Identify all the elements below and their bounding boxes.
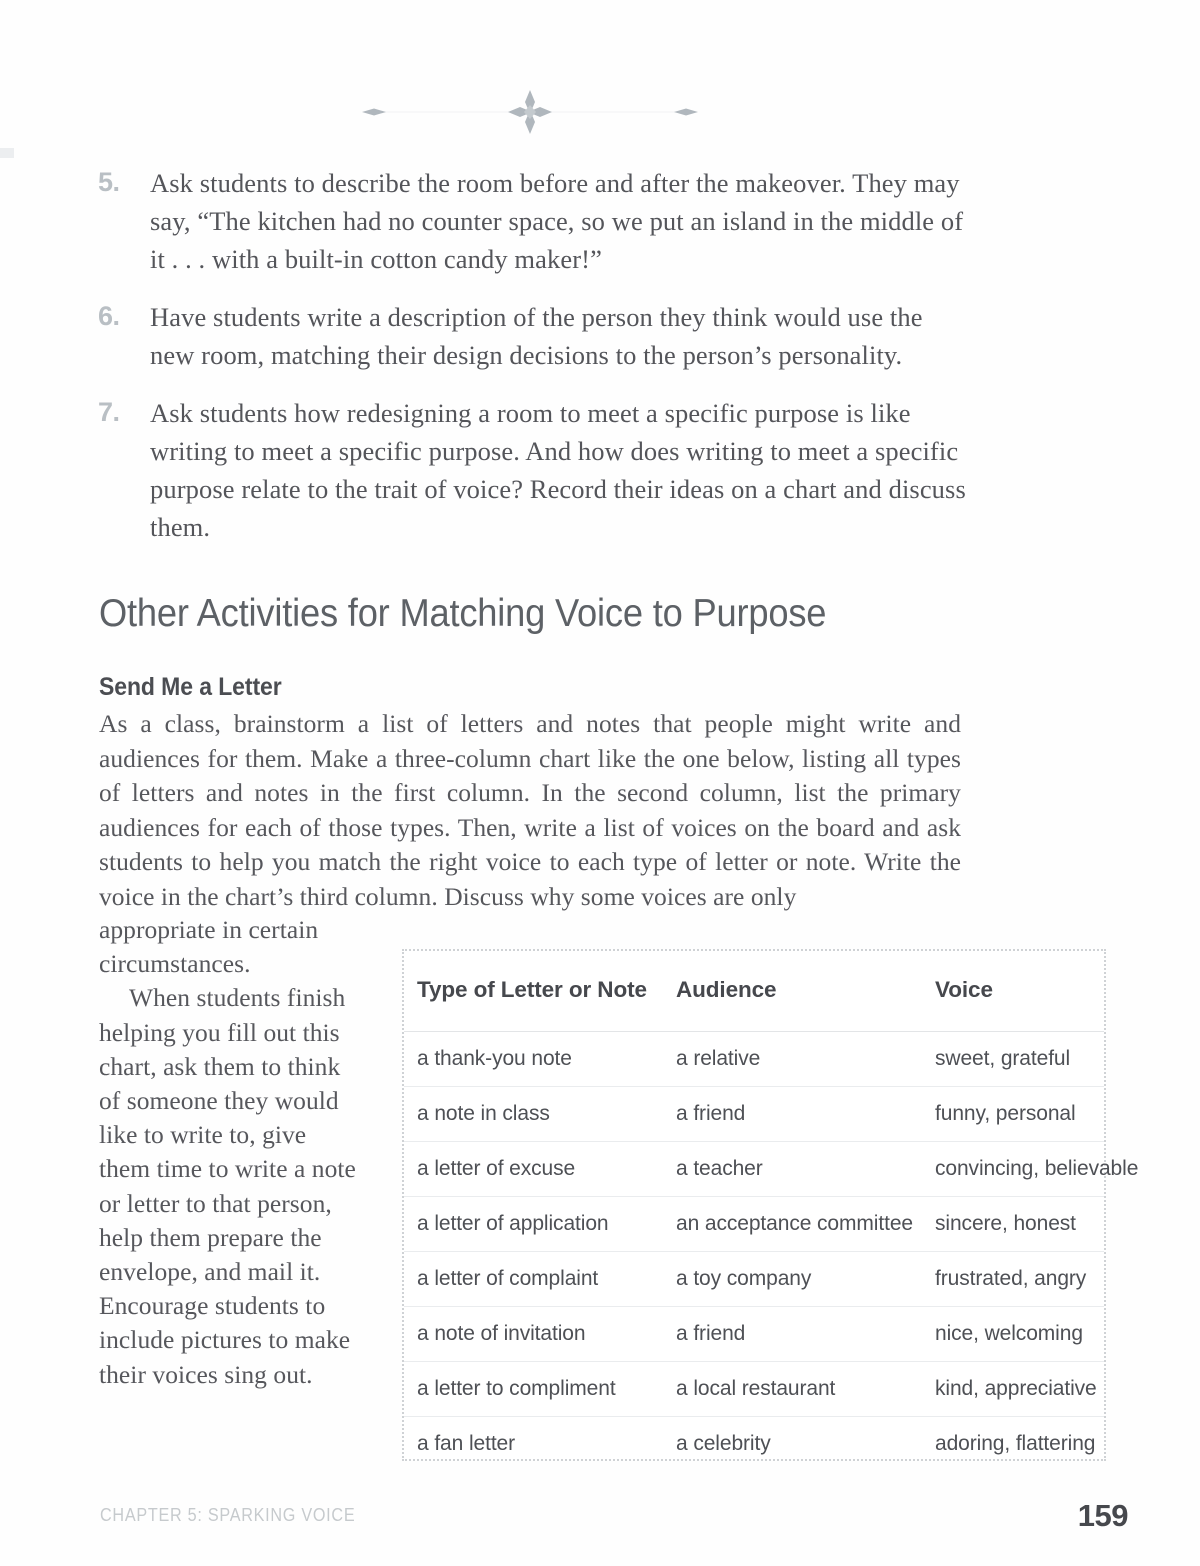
list-item-text: Ask students how redesigning a room to meet a specific purpose is like writing to meet a specific purpose. And how does writing to meet a specific purpose relate to the trait of voice? Record their ideas on a chart and discuss them. (150, 398, 966, 542)
cell-voice: sincere, honest (922, 1197, 1104, 1252)
cell-audience: a relative (663, 1032, 922, 1087)
column-header-voice: Voice (922, 951, 1104, 1032)
cell-audience: a celebrity (676, 1432, 771, 1455)
cell-voice: funny, personal (922, 1087, 1104, 1142)
list-item-text: Ask students to describe the room before and after the makeover. They may say, “The kitchen had no counter space, so we put an island in the middle of it . . . with a built-in cotton candy maker!” (150, 168, 964, 274)
cell-type: a thank-you note (404, 1032, 663, 1087)
followup-paragraph: When students finish helping you fill out this chart, ask them to think of someone they would like to write to, give them time to write a note or letter to that person, help them prepare the envelope, and mail it. Encourage students to include pictures to make their voices sing out. (99, 983, 356, 1389)
cell-type: a note of invitation (404, 1307, 663, 1362)
cell-audience: a teacher (663, 1142, 922, 1197)
cell-voice: kind, appreciative (922, 1362, 1104, 1417)
voice-chart-table (404, 951, 1139, 1471)
numbered-list (98, 164, 968, 566)
table-row (404, 1307, 1104, 1362)
list-item-marker: 6. (98, 301, 120, 331)
cell-voice: sweet, grateful (922, 1032, 1104, 1087)
cell-type: a fan letter (417, 1432, 516, 1455)
scan-edge-artifact (0, 148, 14, 158)
page-number: 159 (1077, 1498, 1128, 1533)
column-header-type: Type of Letter or Note (404, 951, 663, 1032)
footer-chapter-label: CHAPTER 5: SPARKING VOICE (100, 1505, 356, 1525)
cell-voice: frustrated, angry (922, 1252, 1104, 1307)
table-row (404, 1032, 1104, 1087)
intro-paragraph: As a class, brainstorm a list of letters and notes that people might write and audiences for them. Make a three-column chart like the one below, listing all types of letters and notes in the first column. In the second column, list the primary audiences for each of those types. Then, write a list of voices on the board and ask students to help you match the right voice to each type of letter or note. Write the voice in the chart’s third column. Discuss why some voices are only (99, 709, 961, 911)
list-item-marker: 7. (98, 397, 120, 427)
list-item (98, 298, 968, 374)
list-item (98, 394, 968, 546)
table-row (404, 1252, 1104, 1307)
cell-type: a letter of excuse (404, 1142, 663, 1197)
cell-audience: a local restaurant (663, 1362, 922, 1417)
table-row (404, 1197, 1104, 1252)
cell-voice: nice, welcoming (922, 1307, 1104, 1362)
cell-type: a letter of complaint (404, 1252, 663, 1307)
list-item-marker: 5. (98, 167, 120, 197)
intro-paragraph-continuation: appropriate in certain circumstances. (99, 915, 319, 979)
cell-audience: a friend (663, 1087, 922, 1142)
table-row (404, 1417, 1104, 1472)
sidebar-paragraphs (99, 913, 361, 1392)
cell-audience: a toy company (663, 1252, 922, 1307)
column-header-audience: Audience (663, 951, 922, 1032)
cell-audience: an acceptance committee (663, 1197, 922, 1252)
list-item-text: Have students write a description of the person they think would use the new room, matching their design decisions to the person’s personality. (150, 302, 923, 370)
cell-voice: adoring, flattering (935, 1432, 1096, 1455)
table-row (404, 1142, 1104, 1197)
diamond-ornament (340, 88, 720, 136)
cell-type: a note in class (404, 1087, 663, 1142)
cell-voice: convincing, believable (922, 1142, 1104, 1197)
table-row (404, 1087, 1104, 1142)
table-header-row (404, 951, 1104, 1032)
cell-type: a letter of application (404, 1197, 663, 1252)
section-subtitle: Send Me a Letter (99, 673, 282, 701)
list-item (98, 164, 968, 278)
cell-audience: a friend (663, 1307, 922, 1362)
voice-chart (402, 949, 1139, 1461)
table-row (404, 1362, 1104, 1417)
cell-type: a letter to compliment (404, 1362, 663, 1417)
page-title: Other Activities for Matching Voice to Purpose (99, 592, 827, 635)
